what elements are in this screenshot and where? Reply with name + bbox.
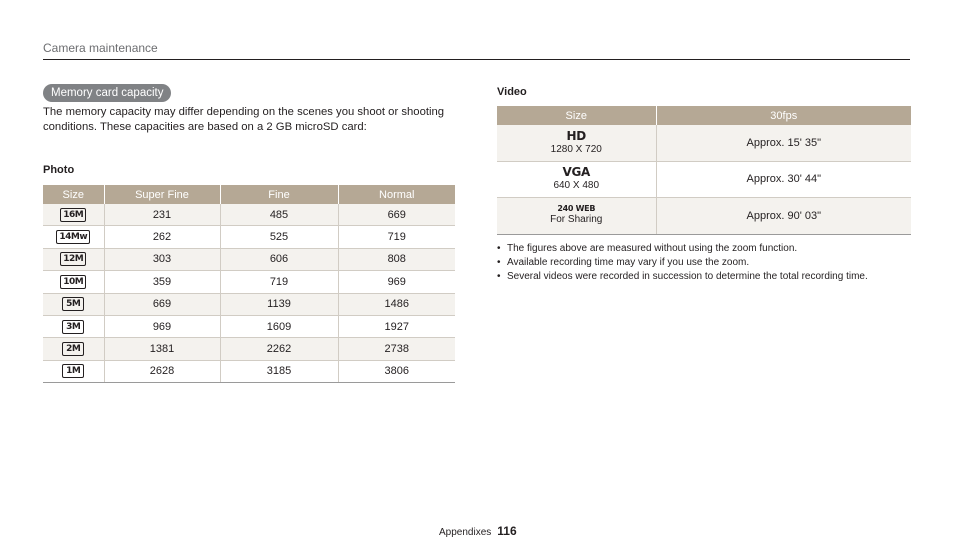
cell-normal: 669 (338, 204, 455, 226)
cell-normal: 719 (338, 226, 455, 248)
page-footer (439, 524, 517, 538)
video-heading: Video (497, 86, 527, 98)
page-header-title: Camera maintenance (43, 41, 158, 55)
note-item: • The figures above are measured without using the zoom function. (497, 242, 868, 256)
page-number: 116 (497, 524, 517, 538)
cell-normal: 3806 (338, 360, 455, 382)
table-row (497, 161, 911, 198)
column-header-size: Size (497, 106, 656, 125)
cell-fine: 3185 (220, 360, 338, 382)
hd-icon: HD (566, 128, 586, 143)
note-item: • Several videos were recorded in succession to determine the total recording time. (497, 270, 868, 284)
5m-resolution-icon: 5M (62, 297, 84, 311)
1m-resolution-icon: 1M (62, 364, 84, 378)
video-capacity-table (497, 106, 911, 235)
note-item: • Available recording time may vary if you use the zoom. (497, 256, 868, 270)
section-title-badge: Memory card capacity (43, 84, 171, 102)
cell-30fps: Approx. 30' 44" (656, 161, 911, 198)
table-row (43, 293, 455, 315)
table-row (43, 204, 455, 226)
intro-paragraph: The memory capacity may differ depending on the scenes you shoot or shooting conditions. These capacities are based on a 2 GB microSD card: (43, 106, 445, 133)
table-row (497, 198, 911, 235)
video-size-label: 640 X 480 (553, 180, 600, 192)
table-row (43, 271, 455, 293)
2m-resolution-icon: 2M (62, 342, 84, 356)
table-row (43, 360, 455, 382)
cell-fine: 1139 (220, 293, 338, 315)
cell-super-fine: 2628 (104, 360, 220, 382)
cell-30fps: Approx. 90' 03" (656, 198, 911, 235)
cell-fine: 606 (220, 248, 338, 270)
table-header-row (497, 106, 911, 125)
table-header-row (43, 185, 455, 204)
cell-fine: 2262 (220, 338, 338, 360)
3m-resolution-icon: 3M (62, 320, 84, 334)
16m-resolution-icon: 16M (60, 208, 86, 222)
table-row (43, 248, 455, 270)
photo-capacity-table (43, 185, 455, 383)
column-header-normal: Normal (338, 185, 455, 204)
photo-heading: Photo (43, 164, 75, 176)
video-size-label: For Sharing (550, 214, 603, 226)
cell-30fps: Approx. 15' 35" (656, 125, 911, 161)
240-web-icon: 240 WEB (557, 204, 596, 214)
cell-normal: 1486 (338, 293, 455, 315)
cell-fine: 1609 (220, 315, 338, 337)
cell-super-fine: 262 (104, 226, 220, 248)
cell-super-fine: 1381 (104, 338, 220, 360)
footer-section-label: Appendixes (439, 527, 492, 538)
notes-list (497, 242, 868, 284)
column-header-super-fine: Super Fine (104, 185, 220, 204)
cell-fine: 525 (220, 226, 338, 248)
cell-super-fine: 303 (104, 248, 220, 270)
header-divider (43, 59, 910, 60)
cell-fine: 485 (220, 204, 338, 226)
cell-fine: 719 (220, 271, 338, 293)
cell-super-fine: 669 (104, 293, 220, 315)
10m-resolution-icon: 10M (60, 275, 86, 289)
video-size-label: 1280 X 720 (550, 143, 602, 155)
12m-resolution-icon: 12M (60, 252, 86, 266)
column-header-30fps: 30fps (656, 106, 911, 125)
table-row (43, 338, 455, 360)
table-row (43, 226, 455, 248)
cell-normal: 1927 (338, 315, 455, 337)
vga-icon: VGA (562, 165, 591, 180)
cell-super-fine: 969 (104, 315, 220, 337)
column-header-size: Size (43, 185, 104, 204)
table-row (43, 315, 455, 337)
cell-normal: 808 (338, 248, 455, 270)
cell-super-fine: 231 (104, 204, 220, 226)
14m-wide-resolution-icon: 14Mw (56, 230, 90, 244)
cell-super-fine: 359 (104, 271, 220, 293)
table-row (497, 125, 911, 161)
column-header-fine: Fine (220, 185, 338, 204)
cell-normal: 969 (338, 271, 455, 293)
cell-normal: 2738 (338, 338, 455, 360)
